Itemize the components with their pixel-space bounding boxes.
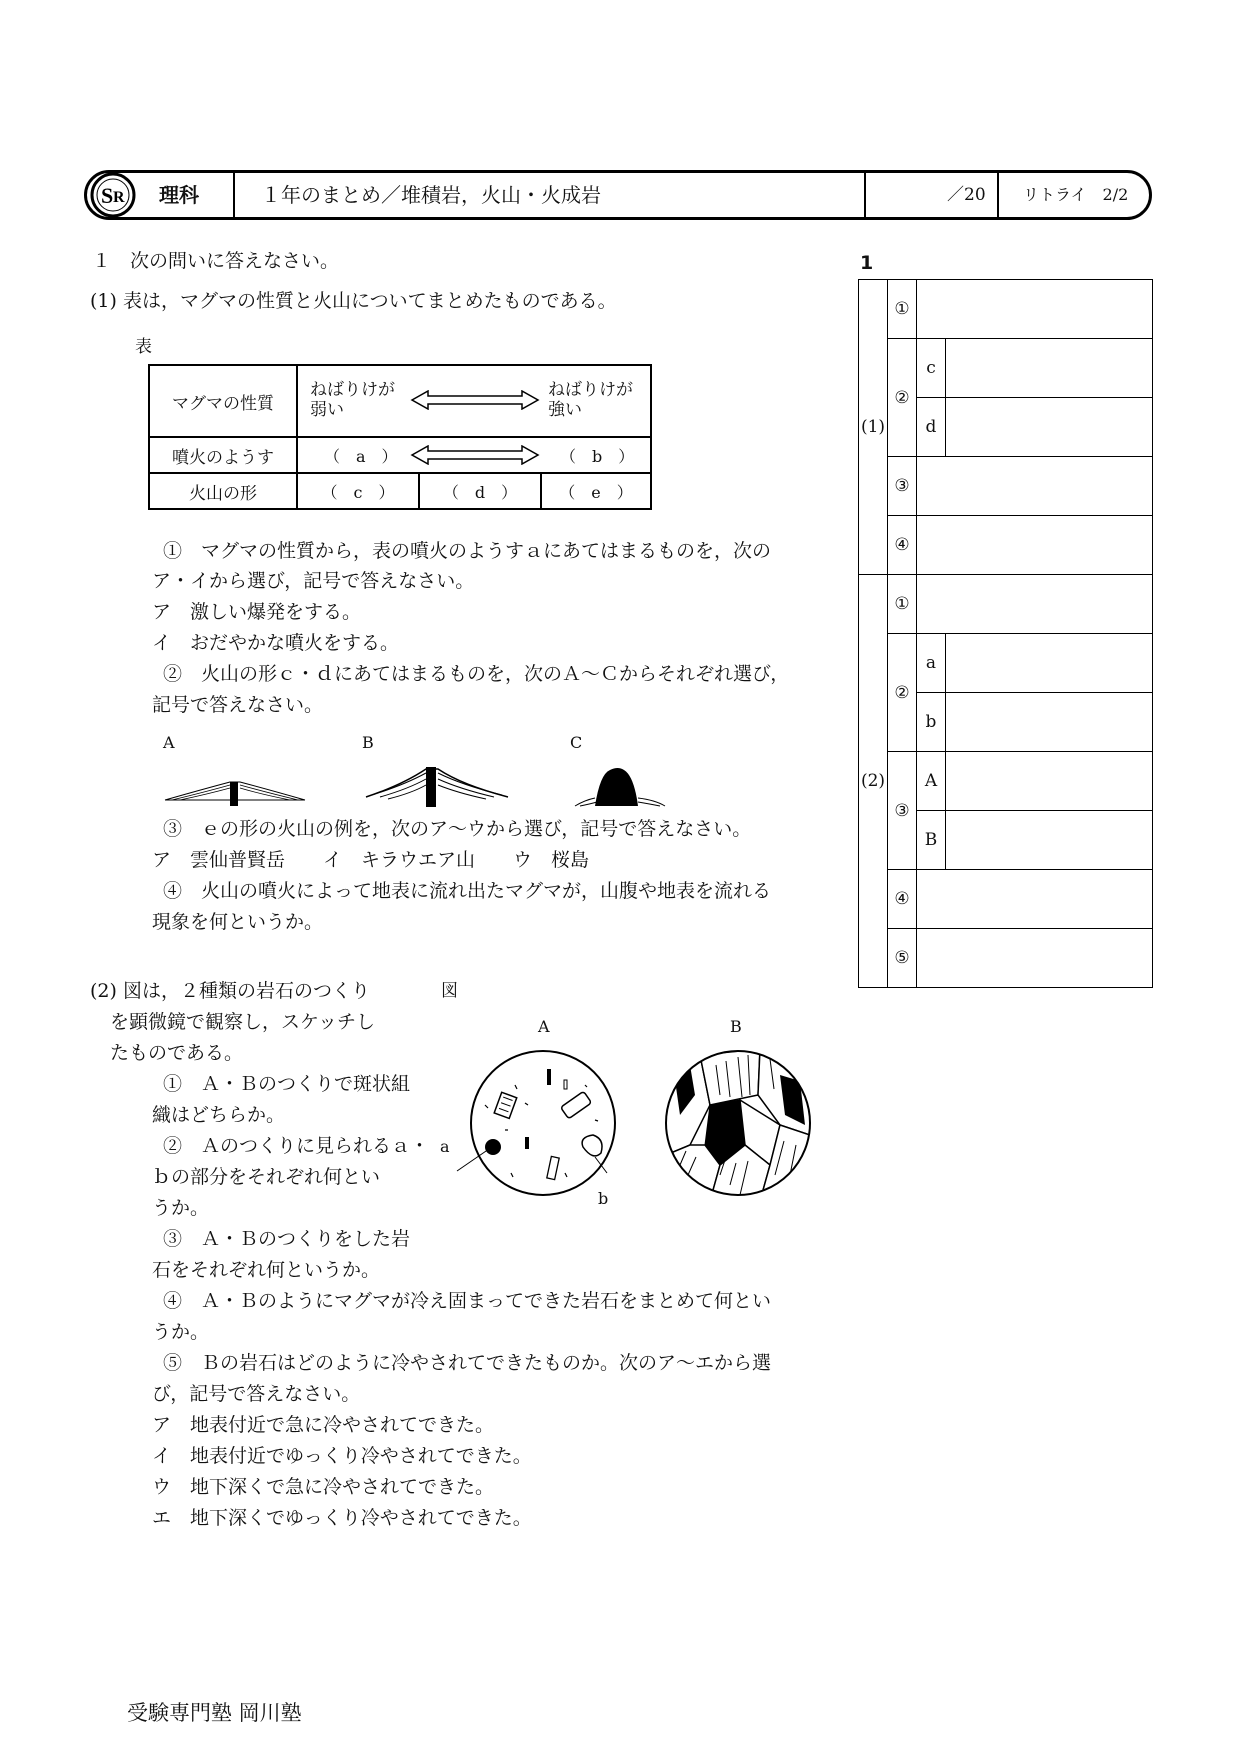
page-title: １年のまとめ／堆積岩，火山・火成岩: [261, 183, 601, 207]
q2-choice: エ 地下深くでゆっくり冷やされてできた。: [152, 1507, 532, 1529]
answer-num: ④: [888, 516, 917, 575]
q2-choice: ウ 地下深くで急に冷やされてできた。: [152, 1476, 495, 1498]
answer-box-2-3-B[interactable]: [946, 811, 1153, 870]
porphyritic-texture-icon: [455, 1045, 625, 1205]
answer-box-2-3-A[interactable]: [946, 752, 1153, 811]
answer-num: ⑤: [888, 929, 917, 988]
answer-sub-label: c: [917, 339, 946, 398]
q2-line: ③ Ａ・Ｂのつくりをした岩: [163, 1228, 411, 1250]
answer-num: ①: [888, 575, 917, 634]
strong-label-2: 強い: [548, 400, 582, 420]
q2-line: ② Ａのつくりに見られるａ・: [163, 1135, 430, 1157]
shape-d: （ d ）: [419, 473, 541, 509]
q1-choice: ア 雲仙普賢岳 イ キラウエア山 ウ 桜島: [152, 849, 590, 871]
answer-box-1-3[interactable]: [917, 457, 1153, 516]
answer-sub-label: d: [917, 398, 946, 457]
answer-sub-label: A: [917, 752, 946, 811]
strong-label-1: ねばりけが: [548, 380, 633, 400]
answer-sub-label: a: [917, 634, 946, 693]
section-heading: １ 次の問いに答えなさい。: [92, 250, 340, 272]
answer-sub-label: B: [917, 811, 946, 870]
footer-school-name: 受験専門塾 岡川塾: [127, 1701, 302, 1725]
question-1-intro: (1) 表は，マグマの性質と火山についてまとめたものである。: [90, 290, 617, 312]
equigranular-texture-icon: [660, 1045, 820, 1205]
pointer-a: a: [440, 1137, 450, 1156]
answer-box-1-2-c[interactable]: [946, 339, 1153, 398]
fig-a-label: A: [538, 1017, 550, 1036]
pointer-b: b: [598, 1189, 609, 1208]
q2-line: ｂの部分をそれぞれ何とい: [152, 1166, 381, 1188]
answer-num: ③: [888, 752, 917, 870]
volcano-label-c: C: [570, 733, 583, 752]
q1-item-line: ③ ｅの形の火山の例を，次のア～ウから選び，記号で答えなさい。: [163, 818, 752, 840]
shape-c: （ c ）: [297, 473, 419, 509]
answer-box-2-2-b[interactable]: [946, 693, 1153, 752]
logo-icon: [89, 172, 137, 218]
answer-box-2-5[interactable]: [917, 929, 1153, 988]
part-1-label: (1): [859, 280, 888, 575]
viscosity-cell: [297, 365, 651, 437]
part-2-label: (2): [859, 575, 888, 988]
q1-choice: ア 激しい爆発をする。: [152, 601, 362, 623]
answer-box-1-2-d[interactable]: [946, 398, 1153, 457]
q2-line: ⑤ Ｂの岩石はどのように冷やされてできたものか。次のア～エから選: [163, 1352, 772, 1374]
q1-item-line: ア・イから選び，記号で答えなさい。: [152, 570, 475, 592]
answer-num: ①: [888, 280, 917, 339]
lava-dome-icon: [570, 760, 670, 812]
q2-line: うか。: [152, 1197, 210, 1219]
q1-item-line: ④ 火山の噴火によって地表に流れ出たマグマが，山腹や地表を流れる: [163, 880, 772, 902]
retry-label: リトライ 2/2: [1023, 185, 1129, 204]
shield-volcano-icon: [160, 760, 310, 810]
volcano-label-a: A: [163, 733, 175, 752]
fig-b-label: B: [730, 1017, 742, 1036]
answer-box-2-1[interactable]: [917, 575, 1153, 634]
q2-line: (2) 図は，２種類の岩石のつくり: [90, 980, 370, 1002]
svg-text:S: S: [101, 183, 114, 208]
figure-label: 図: [441, 981, 458, 1001]
q2-line: たものである。: [110, 1042, 244, 1064]
weak-label-1: ねばりけが: [310, 380, 395, 400]
answer-sub-label: b: [917, 693, 946, 752]
q2-line: うか。: [152, 1321, 210, 1343]
answer-box-2-2-a[interactable]: [946, 634, 1153, 693]
svg-text:R: R: [113, 189, 125, 206]
magma-table: [148, 364, 652, 510]
answer-sheet-number: 1: [860, 252, 874, 274]
q2-line: ④ Ａ・Ｂのようにマグマが冷え固まってできた岩石をまとめて何とい: [163, 1290, 772, 1312]
q2-choice: ア 地表付近で急に冷やされてできた。: [152, 1414, 495, 1436]
volcano-label-b: B: [362, 733, 374, 752]
answer-sheet: [858, 279, 1153, 988]
q1-item-line: 現象を何というか。: [152, 911, 324, 933]
score-box: ／20: [947, 185, 986, 205]
q2-line: 織はどちらか。: [152, 1104, 286, 1126]
table-label: 表: [135, 337, 152, 357]
q2-line: び，記号で答えなさい。: [152, 1383, 361, 1405]
q2-choice: イ 地表付近でゆっくり冷やされてできた。: [152, 1445, 532, 1467]
header-bar: [84, 170, 1152, 220]
answer-box-1-1[interactable]: [917, 280, 1153, 339]
eruption-b: （ b ）: [560, 447, 635, 466]
answer-box-2-4[interactable]: [917, 870, 1153, 929]
answer-num: ③: [888, 457, 917, 516]
stratovolcano-icon: [362, 755, 512, 811]
double-arrow-icon: [410, 390, 540, 410]
q1-item-line: ① マグマの性質から，表の噴火のようすａにあてはまるものを，次の: [163, 540, 772, 562]
q1-choice: イ おだやかな噴火をする。: [152, 632, 400, 654]
row-label-shape: 火山の形: [149, 473, 297, 509]
weak-label-2: 弱い: [310, 400, 344, 420]
answer-box-1-4[interactable]: [917, 516, 1153, 575]
double-arrow-icon: [410, 445, 540, 465]
row-label-eruption: 噴火のようす: [149, 437, 297, 473]
eruption-a: （ a ）: [324, 447, 398, 466]
row-label-magma: マグマの性質: [149, 365, 297, 437]
answer-num: ②: [888, 339, 917, 457]
answer-num: ④: [888, 870, 917, 929]
answer-num: ②: [888, 634, 917, 752]
subject-label: 理科: [159, 183, 199, 207]
shape-e: （ e ）: [541, 473, 651, 509]
q1-item-line: ② 火山の形ｃ・ｄにあてはまるものを，次のＡ～Ｃからそれぞれ選び，: [163, 663, 790, 685]
q2-line: ① Ａ・Ｂのつくりで斑状組: [163, 1073, 411, 1095]
q2-line: を顕微鏡で観察し，スケッチし: [110, 1011, 376, 1033]
q2-line: 石をそれぞれ何というか。: [152, 1259, 381, 1281]
q1-item-line: 記号で答えなさい。: [152, 694, 324, 716]
